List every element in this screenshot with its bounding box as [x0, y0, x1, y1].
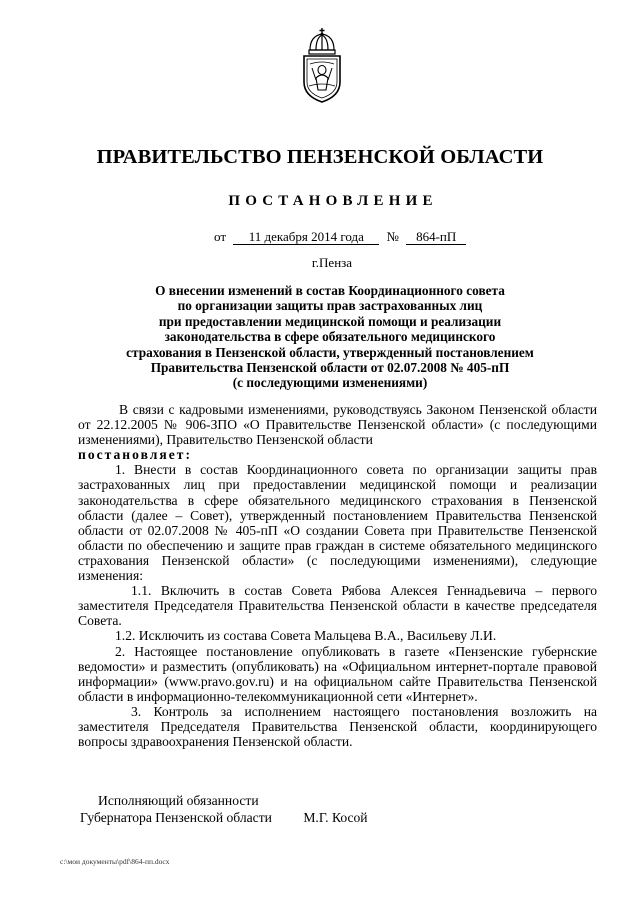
subject-line: Правительства Пензенской области от 02.07.2008 № 405-пП [150, 360, 510, 376]
document-subject [60, 283, 600, 391]
item-3: 3. Контроль за исполнением настоящего постановления возложить на заместителя Председателя Правительства Пензенской области, координирующего вопросы здравоохранения Пензенской области. [78, 703, 597, 750]
item-1-1: 1.1. Включить в состав Совета Рябова Алексея Геннадьевича – первого заместителя Председателя Правительства Пензенской области в качестве председателя Совета. [78, 583, 597, 629]
item-2: 2. Настоящее постановление опубликовать в газете «Пензенские губернские ведомости» и разместить (опубликовать) на «Официальном интернет-портале правовой информации» (www.pravo.gov.ru) и на официальном сайте Правительства Пензенской области в информационно-телекоммуникационной сети «Интернет». [78, 643, 597, 704]
item-1-2: 1.2. Исключить из состава Совета Мальцева В.А., Васильеву Л.И. [115, 628, 497, 644]
document-type: ПОСТАНОВЛЕНИЕ [228, 193, 438, 209]
subject-line: (с последующими изменениями) [232, 375, 428, 391]
document-number: 864-пП [406, 229, 466, 245]
subject-line: при предоставлении медицинской помощи и реализации [158, 313, 502, 329]
resolves-word: постановляет: [78, 447, 192, 463]
intro-paragraph: В связи с кадровыми изменениями, руководствуясь Законом Пензенской области от 22.12.2005 № 906-ЗПО «О Правительстве Пензенской области» (с последующими изменениями), Правительство Пензенской области [78, 402, 597, 448]
city: г.Пенза [311, 255, 353, 270]
subject-line: законодательства в сфере обязательного медицинского [164, 329, 496, 345]
document-body [78, 402, 597, 749]
signature-block [80, 792, 368, 826]
date-number-line [214, 229, 466, 245]
government-title: ПРАВИТЕЛЬСТВО ПЕНЗЕНСКОЙ ОБЛАСТИ [96, 146, 544, 168]
coat-of-arms-icon [296, 28, 348, 106]
file-path-footer: c:\мои документы\pdf\864-пп.docx [60, 857, 170, 866]
item-1: 1. Внести в состав Координационного совета по организации защиты прав застрахованных лиц при предоставлении медицинской помощи и реализации законодательства в сфере обязательного медицинского страхования в Пензенской области (далее – Совет), утвержденный постановлением Правительства Пензенской области от 02.07.2008 № 405-пП «О создании Совета при Правительстве Пензенской области по обеспечению и защите прав граждан в системе обязательного медицинского страхования Пензенской области» (с последующими изменениями), следующие изменения: [78, 462, 597, 584]
date-prefix: от [214, 229, 227, 244]
subject-line: по организации защиты прав застрахованных лиц [177, 298, 483, 314]
document-date: 11 декабря 2014 года [233, 229, 379, 245]
subject-line: страхования в Пензенской области, утвержденный постановлением [126, 344, 534, 360]
subject-line: О внесении изменений в состав Координационного совета [155, 283, 505, 298]
signer-position-line1: Исполняющий обязанности [98, 793, 259, 808]
signer-name: М.Г. Косой [303, 810, 368, 825]
signer-position-line2: Губернатора Пензенской области [80, 810, 272, 825]
number-sign: № [386, 229, 399, 244]
